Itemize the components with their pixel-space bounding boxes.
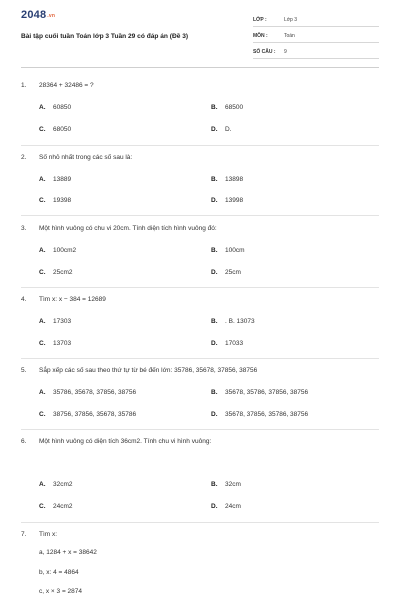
question-number: 7.	[21, 531, 27, 538]
question-prompt: Tìm x: x − 384 = 12689	[39, 296, 106, 303]
option-text: 24cm2	[53, 503, 73, 510]
option-text: 60850	[53, 104, 72, 111]
header-divider	[21, 67, 379, 68]
option-a[interactable]	[39, 318, 71, 325]
meta-row-class	[253, 14, 379, 27]
option-letter: B.	[211, 389, 218, 396]
option-text: 100cm2	[53, 247, 77, 254]
logo-text: 2048	[21, 9, 47, 21]
option-b[interactable]	[211, 247, 245, 254]
question-prompt: 28364 + 32486 = ?	[39, 82, 94, 89]
option-letter: C.	[39, 503, 46, 510]
meta-row-count	[253, 46, 379, 59]
option-a[interactable]	[39, 389, 136, 396]
option-letter: A.	[39, 318, 46, 325]
option-text: 24cm	[225, 503, 241, 510]
option-text: 13898	[225, 176, 244, 183]
option-letter: A.	[39, 389, 46, 396]
worksheet-meta	[253, 14, 379, 62]
logo-suffix: .vn	[47, 13, 56, 19]
option-letter: A.	[39, 104, 46, 111]
option-a[interactable]	[39, 247, 76, 254]
option-c[interactable]	[39, 503, 73, 510]
option-letter: B.	[211, 247, 218, 254]
option-text: 68500	[225, 104, 244, 111]
option-text: 17303	[53, 318, 72, 325]
meta-key: MÔN :	[253, 33, 268, 39]
option-a[interactable]	[39, 104, 71, 111]
option-b[interactable]	[211, 481, 241, 488]
option-text: 38756, 37856, 35678, 35786	[53, 411, 137, 418]
option-d[interactable]	[211, 503, 241, 510]
option-b[interactable]	[211, 176, 243, 183]
option-text: 13703	[53, 340, 72, 347]
option-letter: A.	[39, 176, 46, 183]
question-prompt: Sắp xếp các số sau theo thứ tự từ bé đến lớn: 35786, 35678, 37856, 38756	[39, 367, 258, 374]
option-text: 32cm2	[53, 481, 73, 488]
option-letter: B.	[211, 104, 218, 111]
question-text	[21, 367, 257, 374]
sub-question-c: c, x × 3 = 2874	[39, 588, 83, 595]
meta-key: LỚP :	[253, 17, 267, 23]
question-number: 2.	[21, 154, 27, 161]
option-d[interactable]	[211, 269, 241, 276]
question-number: 4.	[21, 296, 27, 303]
option-text: 19398	[53, 197, 72, 204]
option-a[interactable]	[39, 176, 71, 183]
option-letter: C.	[39, 197, 46, 204]
option-letter: C.	[39, 340, 46, 347]
option-letter: D.	[211, 269, 218, 276]
question-text	[21, 154, 132, 161]
question-prompt: Tìm x:	[39, 531, 58, 538]
question-number: 6.	[21, 438, 27, 445]
question-text	[21, 531, 57, 538]
option-text: 13889	[53, 176, 72, 183]
option-text: 68050	[53, 126, 72, 133]
option-text: 25cm2	[53, 269, 73, 276]
meta-row-subject	[253, 30, 379, 43]
option-letter: D.	[211, 197, 218, 204]
option-d[interactable]	[211, 126, 232, 133]
question-divider	[21, 429, 379, 430]
option-letter: D.	[211, 411, 218, 418]
question-divider	[21, 215, 379, 216]
question-divider	[21, 287, 379, 288]
option-c[interactable]	[39, 126, 71, 133]
option-letter: C.	[39, 126, 46, 133]
option-letter: B.	[211, 318, 218, 325]
site-logo[interactable]	[21, 9, 55, 21]
option-text: 35678, 35786, 37856, 38756	[225, 389, 309, 396]
option-text: 35786, 35678, 37856, 38756	[53, 389, 137, 396]
option-text: 25cm	[225, 269, 241, 276]
option-letter: C.	[39, 269, 46, 276]
option-letter: D.	[211, 126, 218, 133]
option-letter: B.	[211, 176, 218, 183]
option-text: D.	[225, 126, 232, 133]
question-number: 5.	[21, 367, 27, 374]
option-text: 100cm	[225, 247, 245, 254]
option-b[interactable]	[211, 104, 243, 111]
option-text: 17033	[225, 340, 244, 347]
option-a[interactable]	[39, 481, 73, 488]
option-letter: B.	[211, 481, 218, 488]
option-c[interactable]	[39, 340, 71, 347]
meta-value: 9	[284, 49, 287, 55]
meta-value: Lớp 3	[284, 17, 298, 23]
option-letter: D.	[211, 340, 218, 347]
option-letter: C.	[39, 411, 46, 418]
question-divider	[21, 145, 379, 146]
question-text	[21, 438, 211, 445]
meta-key: SỐ CÂU :	[253, 49, 276, 55]
question-text	[21, 225, 217, 232]
option-d[interactable]	[211, 340, 243, 347]
question-divider	[21, 522, 379, 523]
option-text: 32cm	[225, 481, 241, 488]
worksheet-title: Bài tập cuối tuần Toán lớp 3 Tuần 29 có đáp án (Đề 3)	[21, 33, 189, 40]
option-text: 35678, 37856, 35786, 38756	[225, 411, 309, 418]
question-text	[21, 82, 94, 89]
option-c[interactable]	[39, 197, 71, 204]
option-c[interactable]	[39, 411, 136, 418]
question-text	[21, 296, 106, 303]
option-c[interactable]	[39, 269, 73, 276]
option-letter: A.	[39, 247, 46, 254]
option-b[interactable]	[211, 318, 255, 325]
question-prompt: Số nhỏ nhất trong các số sau là:	[39, 154, 133, 161]
sub-question-a: a, 1284 + x = 38642	[39, 549, 97, 556]
option-d[interactable]	[211, 411, 308, 418]
option-letter: D.	[211, 503, 218, 510]
question-number: 1.	[21, 82, 27, 89]
option-d[interactable]	[211, 197, 243, 204]
option-letter: A.	[39, 481, 46, 488]
option-b[interactable]	[211, 389, 308, 396]
option-text: . B. 13073	[225, 318, 255, 325]
option-text: 13998	[225, 197, 244, 204]
meta-value: Toán	[284, 33, 295, 39]
question-divider	[21, 358, 379, 359]
question-prompt: Một hình vuông có diện tích 36cm2. Tính chu vi hình vuông:	[39, 438, 212, 445]
question-number: 3.	[21, 225, 27, 232]
question-prompt: Một hình vuông có chu vi 20cm. Tính diện tích hình vuông đó:	[39, 225, 217, 232]
sub-question-b: b, x: 4 = 4864	[39, 569, 79, 576]
